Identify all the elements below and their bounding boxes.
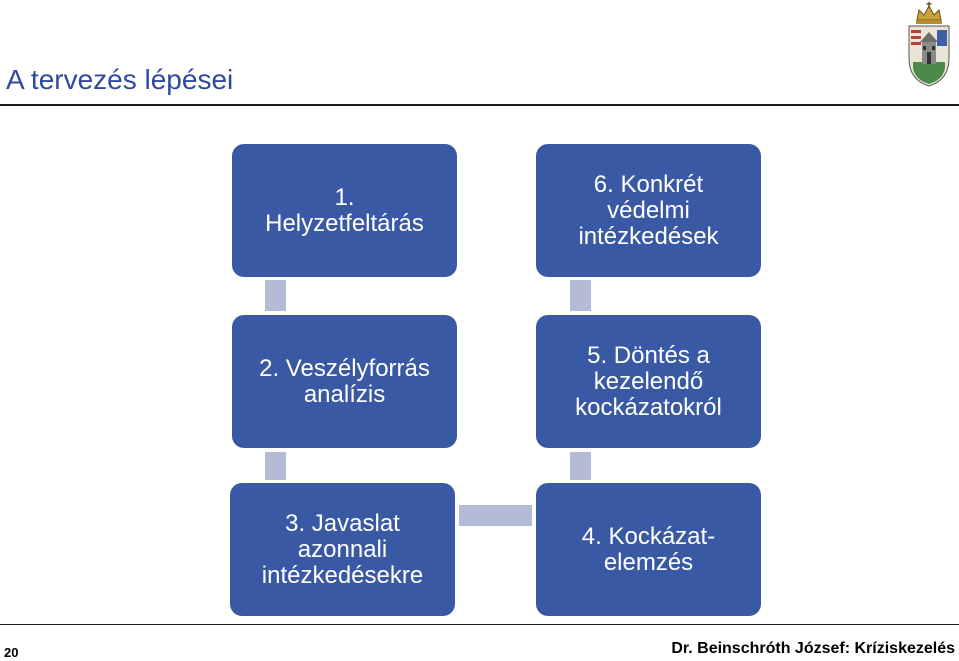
footer-author: Dr. Beinschróth József: Kríziskezelés — [671, 640, 955, 657]
step-4-box: 4. Kockázat- elemzés — [536, 483, 761, 616]
step-2-box: 2. Veszélyforrás analízis — [232, 315, 457, 448]
connector-4-5 — [570, 452, 591, 480]
step-1-box: 1. Helyzetfeltárás — [232, 144, 457, 277]
header-divider — [0, 104, 959, 106]
step-5-box: 5. Döntés a kezelendő kockázatokról — [536, 315, 761, 448]
step-6-box: 6. Konkrét védelmi intézkedések — [536, 144, 761, 277]
connector-2-3 — [265, 452, 286, 480]
university-crest-logo — [903, 0, 955, 88]
page-number: 20 — [4, 645, 19, 660]
step-3-box: 3. Javaslat azonnali intézkedésekre — [230, 483, 455, 616]
page-title: A tervezés lépései — [6, 64, 234, 95]
connector-3-4 — [459, 505, 532, 526]
connector-5-6 — [570, 280, 591, 311]
footer-divider — [0, 624, 959, 625]
connector-1-2 — [265, 280, 286, 311]
